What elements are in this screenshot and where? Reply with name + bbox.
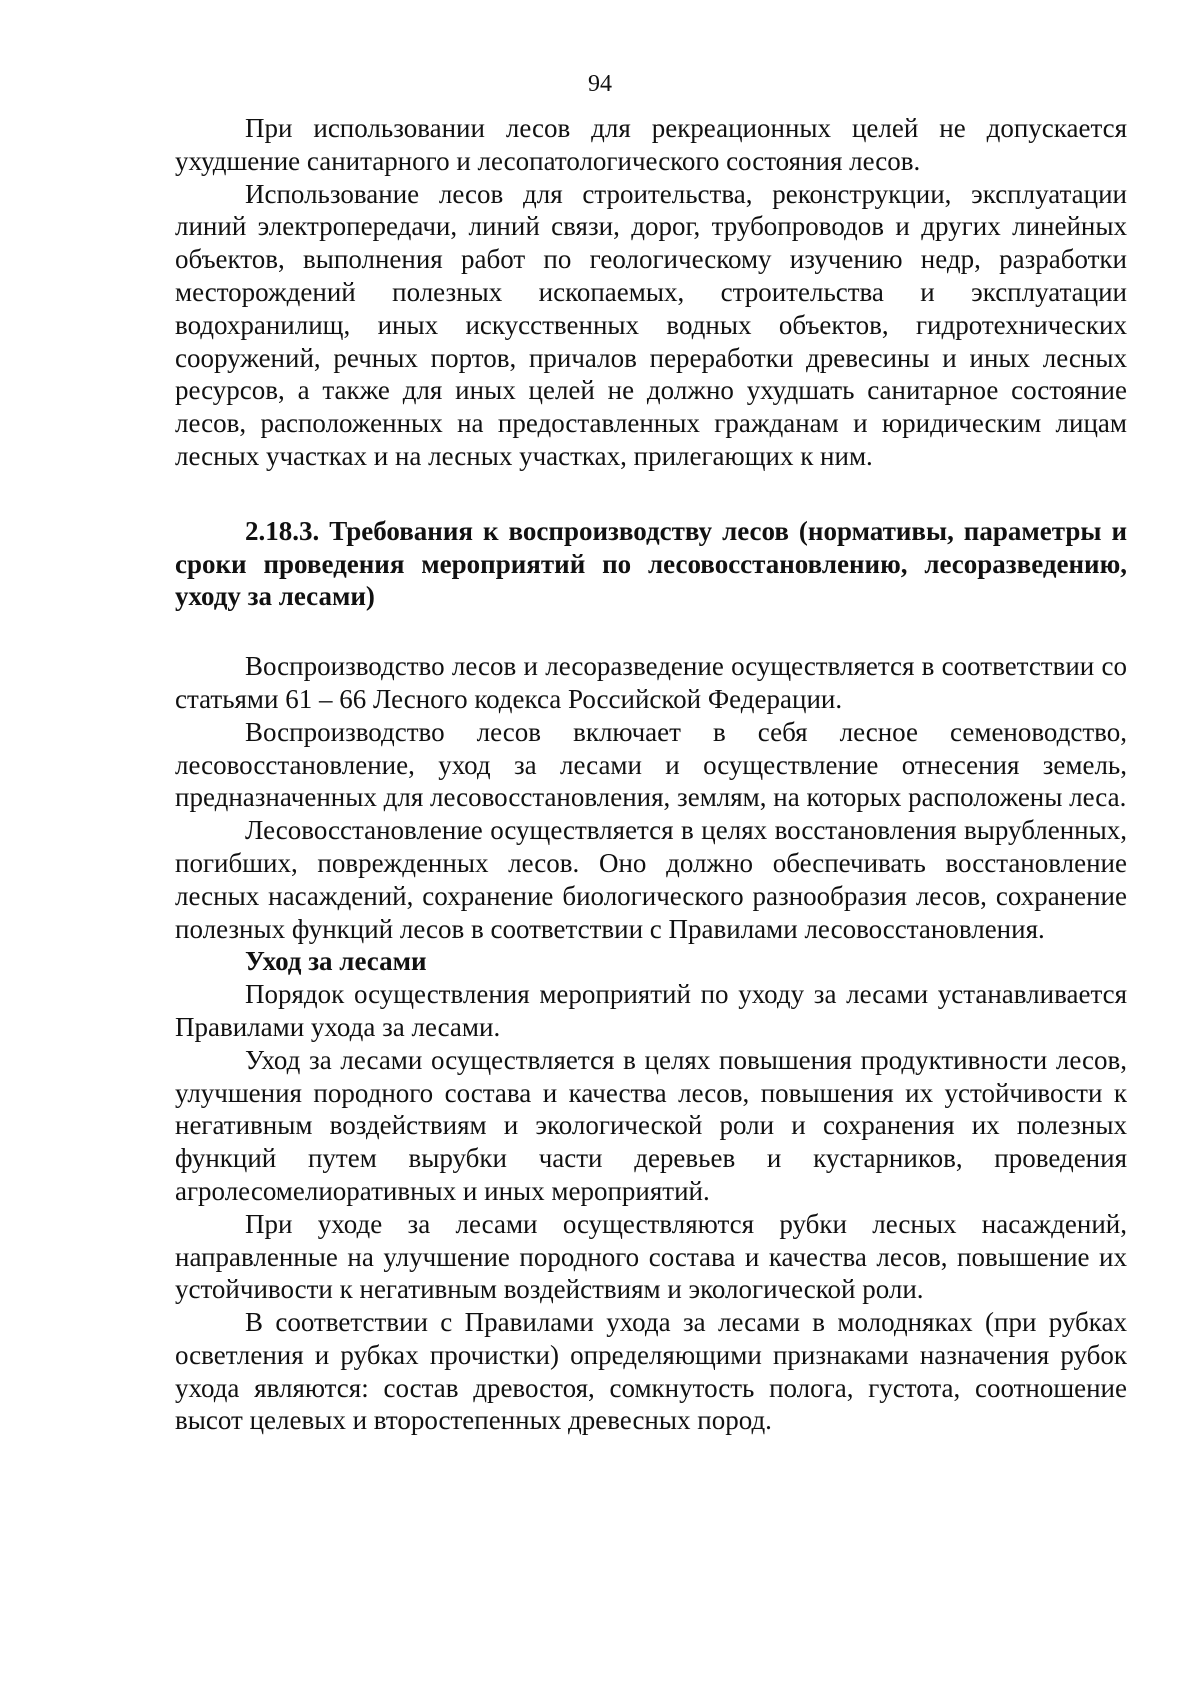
paragraph-young-stands: В соответствии с Правилами ухода за лесами в молодняках (при рубках осветления и рубках прочистки) определяющими признаками назначения рубок ухода являются: состав древостоя, сомкнутость полога, густота, соотношение высот целевых и второстепенных древесных пород. xyxy=(175,1307,1127,1436)
section-heading: 2.18.3. Требования к воспроизводству лесов (нормативы, параметры и сроки проведения мероприятий по лесовосстановлению, лесоразведению, уходу за лесами) xyxy=(175,515,1127,612)
subheading-forest-care: Уход за лесами xyxy=(245,946,427,977)
paragraph-reproduction-basis: Воспроизводство лесов и лесоразведение осуществляется в соответствии со статьями 61 – 66 Лесного кодекса Российской Федерации. xyxy=(175,651,1127,714)
page-number: 94 xyxy=(588,71,612,97)
paragraph-care-cuttings: При уходе за лесами осуществляются рубки лесных насаждений, направленные на улучшение породного состава и качества лесов, повышение их устойчивости к негативным воздействиям и экологической роли. xyxy=(175,1208,1127,1305)
paragraph-care-purpose: Уход за лесами осуществляется в целях повышения продуктивности лесов, улучшения породного состава и качества лесов, повышения их устойчивости к негативным воздействиям и экологической роли и сохранения их полезных функций путем вырубки части деревьев и кустарников, проведения агролесомелиоративных и иных мероприятий. xyxy=(175,1044,1127,1206)
paragraph-recreation: При использовании лесов для рекреационных целей не допускается ухудшение санитарного и лесопатологического состояния лесов. xyxy=(175,113,1127,176)
paragraph-construction-use: Использование лесов для строительства, реконструкции, эксплуатации линий электропередачи, линий связи, дорог, трубопроводов и других линейных объектов, выполнения работ по геологическому изучению недр, разработки месторождений полезных ископаемых, строительства и эксплуатации водохранилищ, иных искусственных водных объектов, гидротехнических сооружений, речных портов, причалов переработки древесины и иных лесных ресурсов, а также для иных целей не должно ухудшать санитарное состояние лесов, расположенных на предоставленных гражданам и юридическим лицам лесных участках и на лесных участках, прилегающих к ним. xyxy=(175,178,1127,471)
page-content xyxy=(175,112,1127,1437)
paragraph-reproduction-includes: Воспроизводство лесов включает в себя лесное семеноводство, лесовосстановление, уход за лесами и осуществление отнесения земель, предназначенных для лесовосстановления, землям, на которых расположены леса. xyxy=(175,716,1127,813)
paragraph-care-procedure: Порядок осуществления мероприятий по уходу за лесами устанавливается Правилами ухода за лесами. xyxy=(175,979,1127,1042)
paragraph-reforestation: Лесовосстановление осуществляется в целях восстановления вырубленных, погибших, поврежденных лесов. Оно должно обеспечивать восстановление лесных насаждений, сохранение биологического разнообразия лесов, сохранение полезных функций лесов в соответствии с Правилами лесовосстановления. xyxy=(175,815,1127,944)
